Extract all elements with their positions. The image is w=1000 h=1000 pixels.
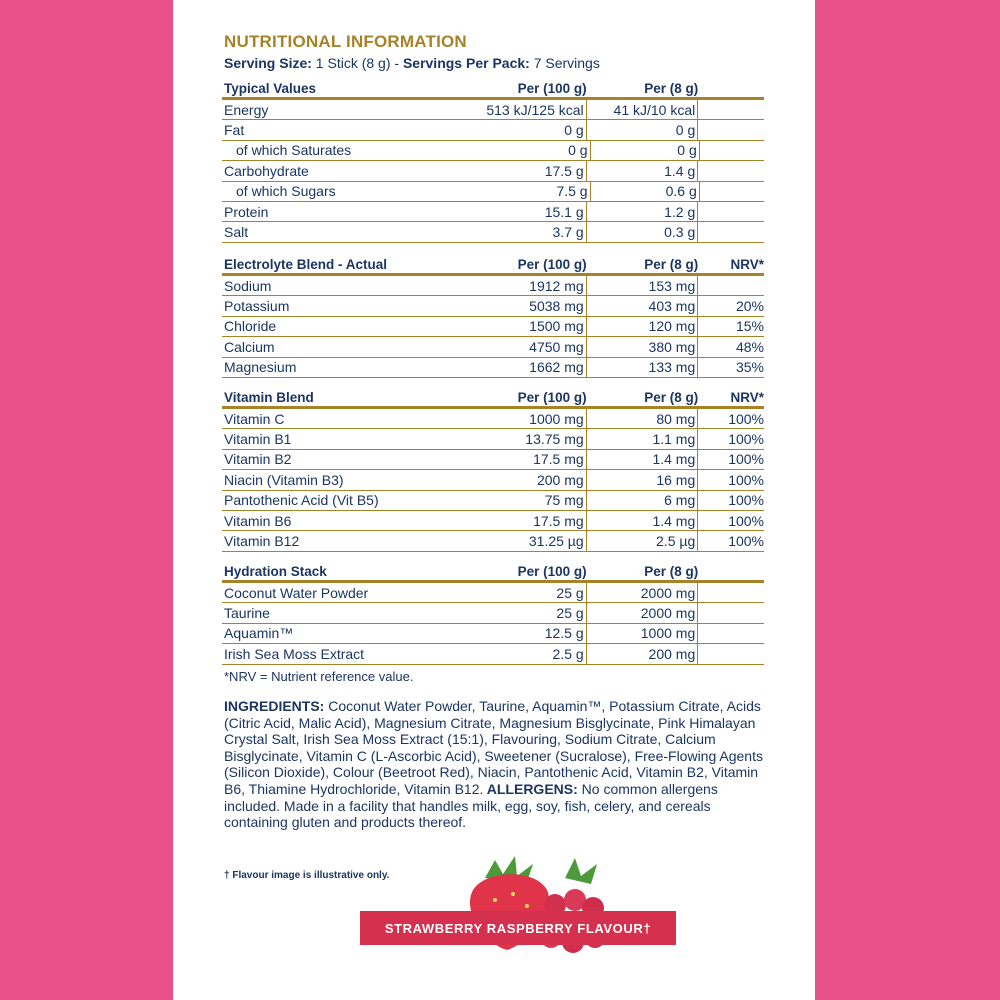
table-header xyxy=(222,255,764,276)
row-value: 6 mg xyxy=(587,491,699,510)
header-cell: NRV* xyxy=(730,389,764,405)
header-cell xyxy=(698,562,764,580)
table-row xyxy=(222,603,764,623)
row-value: 25 g xyxy=(463,583,587,602)
row-value: 1500 mg xyxy=(463,317,587,336)
table-row xyxy=(222,583,764,603)
header-cell: Per (8 g) xyxy=(644,256,699,272)
row-value: 100% xyxy=(728,451,764,468)
table-row xyxy=(222,644,764,664)
row-label: Vitamin B6 xyxy=(224,512,292,529)
serving-info xyxy=(224,55,600,71)
table-row xyxy=(222,161,764,181)
row-value xyxy=(698,624,764,643)
row-value: 380 mg xyxy=(587,337,699,356)
header-cell: Per (100 g) xyxy=(517,563,587,579)
row-value: 12.5 g xyxy=(463,624,587,643)
row-label: Chloride xyxy=(224,318,277,335)
row-value: 1000 mg xyxy=(587,624,699,643)
row-value xyxy=(698,644,764,663)
ingredients-label: INGREDIENTS: xyxy=(224,698,325,714)
row-value: 100% xyxy=(728,431,764,448)
row-value: 0.6 g xyxy=(591,182,700,201)
table-row xyxy=(222,182,764,202)
header-cell: Electrolyte Blend - Actual xyxy=(224,256,388,272)
row-value: 100% xyxy=(728,512,764,529)
header-cell: Per (8 g) xyxy=(644,389,699,405)
row-value: 2000 mg xyxy=(587,603,699,622)
row-label: Magnesium xyxy=(224,359,297,376)
table-row xyxy=(222,531,764,551)
row-label: Carbohydrate xyxy=(224,162,309,179)
header-cell: NRV* xyxy=(730,256,764,272)
serving-size-value: 1 Stick (8 g) - xyxy=(311,55,403,71)
row-value: 2000 mg xyxy=(587,583,699,602)
row-label: Taurine xyxy=(224,605,270,622)
row-value: 13.75 mg xyxy=(463,429,587,448)
row-label: Vitamin C xyxy=(224,410,285,427)
table-row xyxy=(222,337,764,357)
table-row xyxy=(222,141,764,161)
row-value: 0 g xyxy=(470,141,591,160)
row-value xyxy=(698,120,764,139)
header-cell: Vitamin Blend xyxy=(224,389,314,405)
ingredients-list: Coconut Water Powder, Taurine, Aquamin™, Potassium Citrate, Acids (Citric Acid, Malic Acid), Magnesium Citrate, Magnesium Bisglycinate, Pink Himalayan Crystal Salt, Irish Sea Moss Extract (15:1), Flavouring, Sodium Citrate, Calcium Bisglycinate, Vitamin C (L-Ascorbic Acid), Sweetener (Sucralose), Free-Flowing Agents (Silicon Dioxide), Colour (Beetroot Red), Niacin, Pantothenic Acid, Vitamin B2, Vitamin B6, Thiamine Hydrochloride, Vitamin B12. xyxy=(224,698,763,797)
row-label: Vitamin B2 xyxy=(224,451,292,468)
row-label: Calcium xyxy=(224,338,275,355)
header-cell: Hydration Stack xyxy=(224,563,327,579)
table-header xyxy=(222,562,764,583)
row-label: Vitamin B12 xyxy=(224,533,300,550)
row-value xyxy=(698,161,764,180)
header-cell: Per (8 g) xyxy=(644,80,699,96)
servings-per-pack-label: Servings Per Pack: xyxy=(402,55,530,71)
row-value xyxy=(698,202,764,221)
row-value xyxy=(698,603,764,622)
row-value: 1.2 g xyxy=(587,202,699,221)
row-value: 513 kJ/125 kcal xyxy=(463,100,587,119)
row-value: 1912 mg xyxy=(463,276,587,295)
row-value: 1.4 g xyxy=(587,161,699,180)
table-header xyxy=(222,79,764,100)
row-value: 31.25 µg xyxy=(463,531,587,550)
table-row xyxy=(222,511,764,531)
table-row xyxy=(222,296,764,316)
row-value xyxy=(700,182,764,201)
row-value xyxy=(698,222,764,241)
row-label: Sodium xyxy=(224,277,272,294)
row-value: 15% xyxy=(735,318,764,335)
row-value: 100% xyxy=(728,471,764,488)
table-header xyxy=(222,388,764,409)
row-value: 153 mg xyxy=(587,276,699,295)
header-cell xyxy=(698,79,764,97)
row-value xyxy=(698,100,764,119)
row-value: 5038 mg xyxy=(463,296,587,315)
row-value: 17.5 g xyxy=(463,161,587,180)
row-value: 25 g xyxy=(463,603,587,622)
table-row xyxy=(222,100,764,120)
header-cell: Typical Values xyxy=(224,80,317,96)
row-label: Energy xyxy=(224,101,269,118)
table-row xyxy=(222,358,764,378)
row-label: Pantothenic Acid (Vit B5) xyxy=(224,492,379,509)
row-label: Potassium xyxy=(224,298,290,315)
table-row xyxy=(222,222,764,242)
row-value: 0.3 g xyxy=(587,222,699,241)
row-label: Coconut Water Powder xyxy=(224,584,369,601)
row-value: 1.4 mg xyxy=(587,450,699,469)
nutrition-table xyxy=(222,562,764,665)
nutrition-table xyxy=(222,255,764,378)
table-row xyxy=(222,470,764,490)
row-label: of which Sugars xyxy=(236,183,336,200)
strawberry-raspberry-image xyxy=(425,850,625,965)
row-value: 3.7 g xyxy=(463,222,587,241)
table-row xyxy=(222,409,764,429)
row-label: of which Saturates xyxy=(236,142,352,159)
row-value: 120 mg xyxy=(587,317,699,336)
row-label: Irish Sea Moss Extract xyxy=(224,645,365,662)
row-value: 80 mg xyxy=(587,409,699,428)
flavour-banner: STRAWBERRY RASPBERRY FLAVOUR† xyxy=(360,911,676,945)
allergens-label: ALLERGENS: xyxy=(483,780,578,797)
row-value: 200 mg xyxy=(463,470,587,489)
row-value: 15.1 g xyxy=(463,202,587,221)
row-value: 100% xyxy=(728,492,764,509)
row-value: 200 mg xyxy=(587,644,699,663)
row-value: 20% xyxy=(735,298,764,315)
servings-per-pack-value: 7 Servings xyxy=(529,55,600,71)
header-cell: Per (100 g) xyxy=(517,80,587,96)
page-title: NUTRITIONAL INFORMATION xyxy=(224,32,467,51)
table-row xyxy=(222,624,764,644)
row-value: 41 kJ/10 kcal xyxy=(587,100,699,119)
row-value: 17.5 mg xyxy=(463,450,587,469)
row-value: 48% xyxy=(735,338,764,355)
row-value: 1000 mg xyxy=(463,409,587,428)
row-value: 1662 mg xyxy=(463,358,587,377)
row-value: 100% xyxy=(728,410,764,427)
header-cell: Per (100 g) xyxy=(517,256,587,272)
row-value: 4750 mg xyxy=(463,337,587,356)
row-value xyxy=(698,276,764,295)
row-label: Aquamin™ xyxy=(224,625,294,642)
header-cell: Per (8 g) xyxy=(644,563,699,579)
row-value xyxy=(700,141,764,160)
row-value: 2.5 g xyxy=(463,644,587,663)
row-value: 2.5 µg xyxy=(587,531,699,550)
row-value: 0 g xyxy=(587,120,699,139)
table-row xyxy=(222,429,764,449)
row-value: 1.1 mg xyxy=(587,429,699,448)
row-value: 403 mg xyxy=(587,296,699,315)
row-value: 1.4 mg xyxy=(587,511,699,530)
table-row xyxy=(222,120,764,140)
row-value: 100% xyxy=(728,533,764,550)
row-value: 16 mg xyxy=(587,470,699,489)
row-value: 17.5 mg xyxy=(463,511,587,530)
table-row xyxy=(222,276,764,296)
table-row xyxy=(222,317,764,337)
row-label: Niacin (Vitamin B3) xyxy=(224,471,344,488)
serving-size-label: Serving Size: xyxy=(224,55,312,71)
nutrition-table xyxy=(222,79,764,243)
flavour-disclaimer: † Flavour image is illustrative only. xyxy=(224,870,390,881)
row-value: 7.5 g xyxy=(470,182,591,201)
table-row xyxy=(222,450,764,470)
row-value xyxy=(698,583,764,602)
row-value: 0 g xyxy=(591,141,700,160)
table-row xyxy=(222,491,764,511)
row-value: 0 g xyxy=(463,120,587,139)
row-value: 133 mg xyxy=(587,358,699,377)
nrv-note: *NRV = Nutrient reference value. xyxy=(224,669,414,684)
table-row xyxy=(222,202,764,222)
ingredients-text xyxy=(224,698,772,831)
row-label: Protein xyxy=(224,203,269,220)
row-label: Salt xyxy=(224,224,249,241)
row-label: Fat xyxy=(224,122,245,139)
nutrition-table xyxy=(222,388,764,552)
row-value: 35% xyxy=(735,359,764,376)
row-value: 75 mg xyxy=(463,491,587,510)
allergens-text: No common allergens included. Made in a facility that handles milk, egg, soy, fish, celery, and cereals containing gluten and products thereof. xyxy=(224,780,718,831)
header-cell: Per (100 g) xyxy=(517,389,587,405)
row-label: Vitamin B1 xyxy=(224,431,292,448)
